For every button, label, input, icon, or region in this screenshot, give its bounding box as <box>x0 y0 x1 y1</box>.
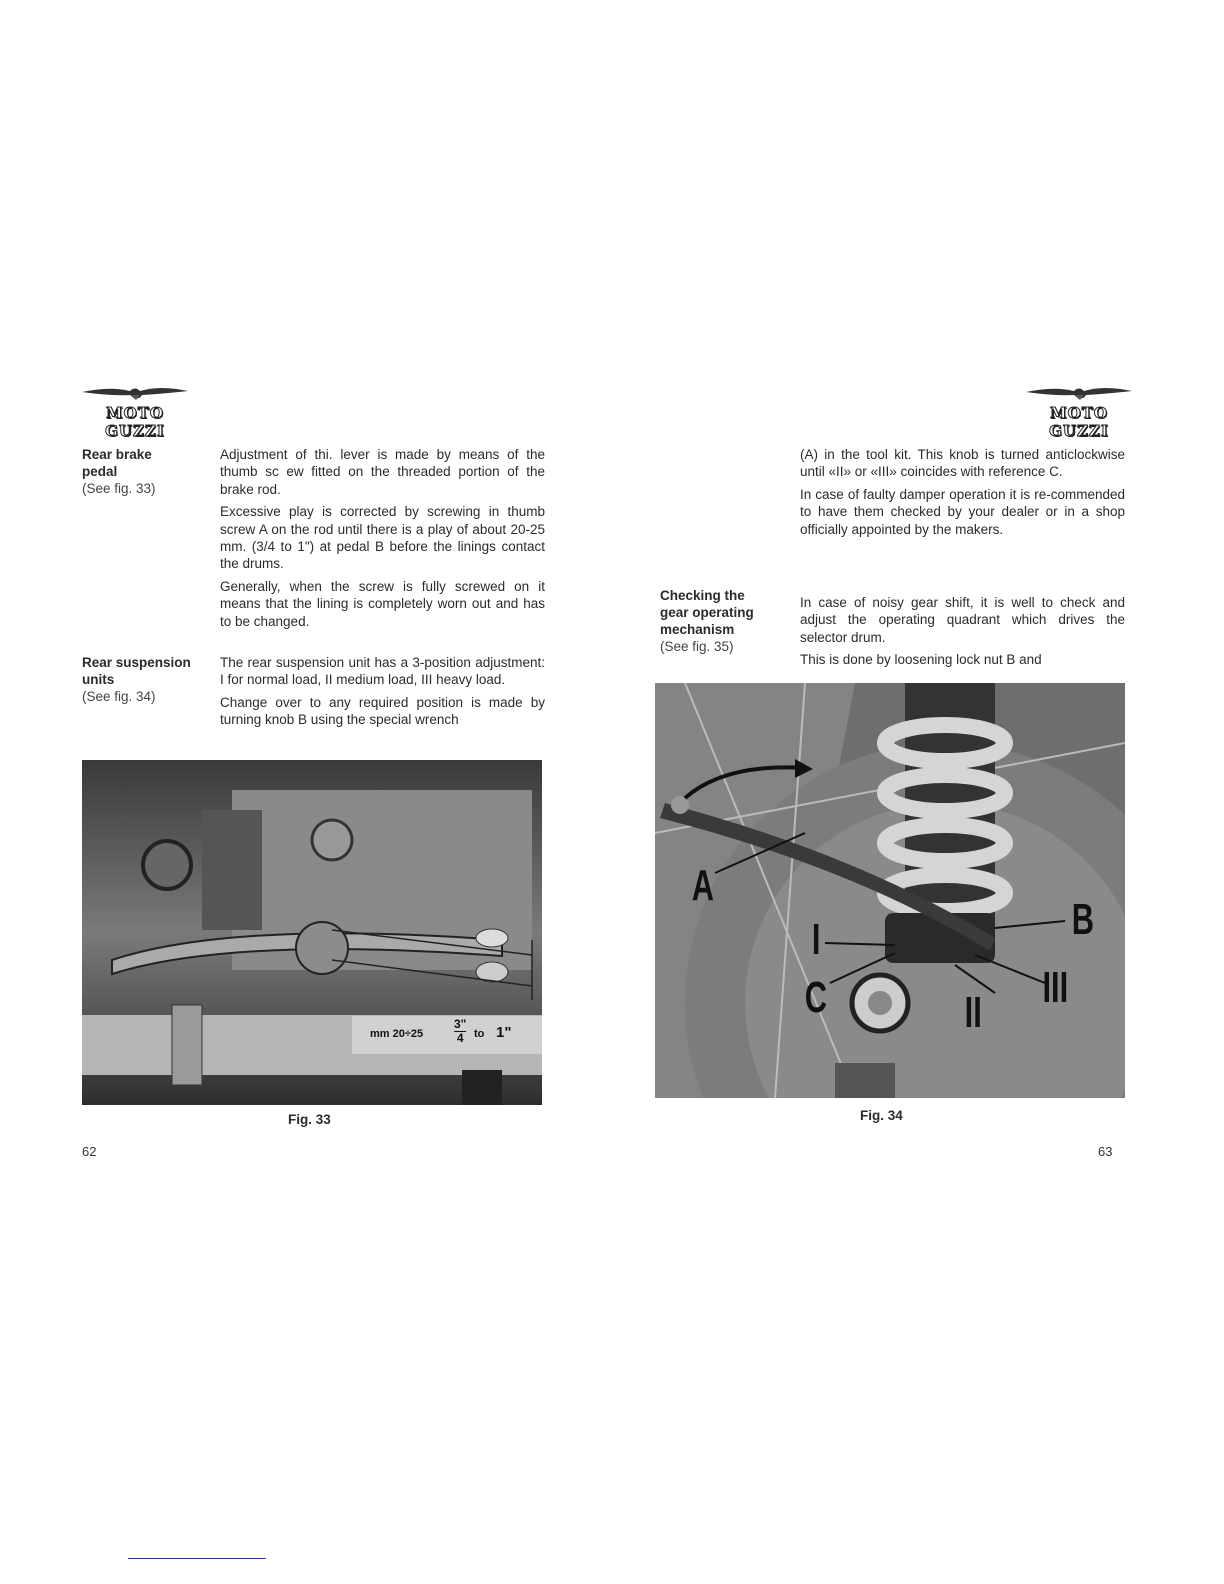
paragraph: Generally, when the screw is fully screwed on it means that the lining is completely worn out and has to be changed. <box>220 578 545 629</box>
section-heading-rear-brake-pedal <box>82 446 212 497</box>
moto-guzzi-logo-right <box>1024 382 1134 440</box>
rear-brake-pedal-text <box>220 446 545 635</box>
fraction-numerator: 3" <box>454 1017 467 1031</box>
heading-line: pedal <box>82 464 118 479</box>
section-heading-gear-operating-mechanism <box>660 587 795 655</box>
intro-text <box>800 446 1125 543</box>
paragraph: This is done by loosening lock nut B and <box>800 652 1042 668</box>
paragraph: Adjustment of thi. lever is made by means of the thumb sc ew fitted on the threaded portion of the brake rod. <box>220 447 545 497</box>
heading-line: mechanism <box>660 622 735 637</box>
paragraph: The rear suspension unit has a 3-position adjustment: I for normal load, II medium load, III heavy load. <box>220 655 545 688</box>
label-i: I <box>811 915 821 964</box>
paragraph: Excessive play is corrected by screwing in thumb screw A on the rod until there is a play of about 20-25 mm. (3/4 to 1") at pedal B before the linings contact the drums. <box>220 504 545 572</box>
label-c: C <box>804 973 828 1022</box>
label-iii: III <box>1042 963 1069 1012</box>
figure-34-photo <box>655 683 1125 1098</box>
heading-line: units <box>82 672 115 687</box>
figure-reference: (See fig. 33) <box>82 481 156 496</box>
to-label: to <box>474 1028 485 1040</box>
figure-33-photo <box>82 760 542 1105</box>
dimension-label: mm 20÷25 <box>370 1028 424 1040</box>
eagle-icon <box>1024 382 1134 404</box>
paragraph: Change over to any required position is made by turning knob B using the special wrench <box>220 694 545 728</box>
heading-line: Rear suspension <box>82 655 191 670</box>
label-b: B <box>1071 895 1095 944</box>
page-number-right: 63 <box>1098 1144 1113 1159</box>
gear-mechanism-text <box>800 594 1125 674</box>
label-a: A <box>691 861 715 910</box>
heading-line: gear operating <box>660 605 754 620</box>
rear-suspension-text <box>220 654 545 734</box>
figure-33-caption: Fig. 33 <box>288 1112 331 1127</box>
figure-reference: (See fig. 34) <box>82 689 156 704</box>
paragraph: In case of noisy gear shift, it is well to check and adjust the operating quadrant which drives the selector drum. <box>800 595 1125 645</box>
heading-line: Rear brake <box>82 447 152 462</box>
fraction-label <box>454 1018 466 1045</box>
heading-line: Checking the <box>660 588 745 603</box>
moto-guzzi-logo-left <box>80 382 190 440</box>
paragraph: In case of faulty damper operation it is re-commended to have them checked by your dealer or in a shop officially appointed by the makers. <box>800 486 1125 537</box>
eagle-icon <box>80 382 190 404</box>
figure-reference: (See fig. 35) <box>660 639 734 654</box>
brand-wordmark: MOTO GUZZI <box>1049 404 1109 440</box>
label-ii: II <box>964 988 982 1037</box>
inch-label: 1" <box>496 1024 512 1041</box>
footer-rule <box>128 1558 266 1559</box>
figure-34-caption: Fig. 34 <box>860 1108 903 1123</box>
section-heading-rear-suspension-units <box>82 654 217 705</box>
brand-wordmark: MOTO GUZZI <box>105 404 165 440</box>
page-number-left: 62 <box>82 1144 97 1159</box>
fraction-denominator: 4 <box>456 1031 464 1045</box>
paragraph: (A) in the tool kit. This knob is turned anticlockwise until «II» or «III» coincides with reference C. <box>800 447 1125 480</box>
